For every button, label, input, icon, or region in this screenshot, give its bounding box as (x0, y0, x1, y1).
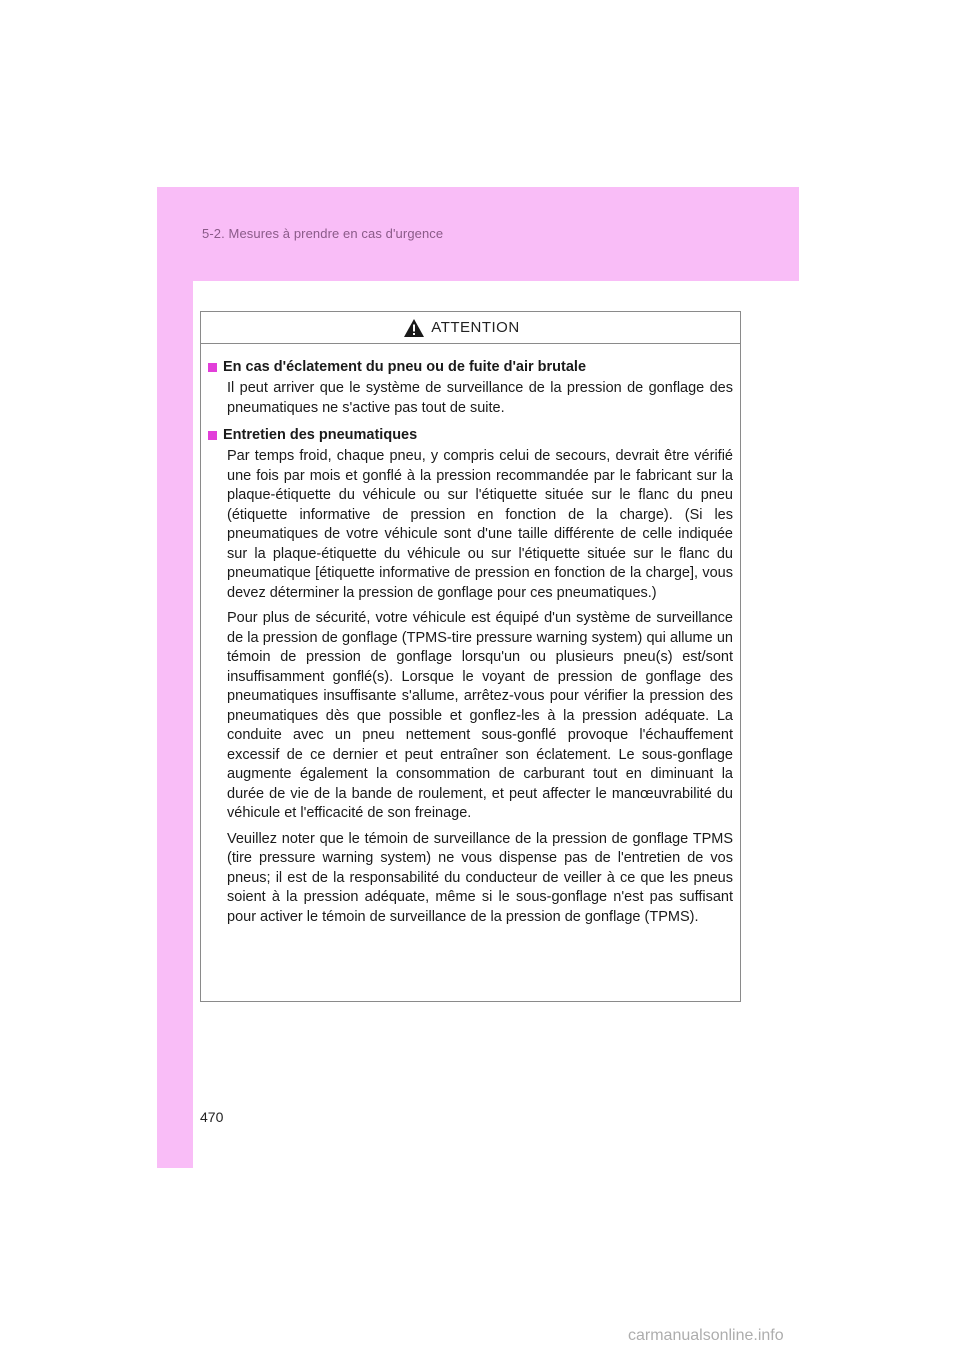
attention-header (201, 312, 740, 344)
attention-box (200, 311, 741, 1002)
watermark-logo: carmanualsonline.info (628, 1327, 784, 1344)
attention-title: ATTENTION (431, 319, 520, 336)
paragraph: Pour plus de sécurité, votre véhicule est équipé d'un système de surveillance de la pression de gonflage (TPMS-tire pressure warning system) qui allume un témoin de pression de gonflage lorsqu'un ou plusieurs pneu(s) est/sont insuffisamment gonflé(s). Lorsque le voyant de pression de gonflage des pneumatiques insuffisante s'allume, arrêtez-vous pour vérifier la pression des pneumatiques dès que possible et gonflez-les à la pression adéquate. La conduite avec un pneu nettement sous-gonflé provoque l'échauffement excessif de ce dernier et peut entraîner son éclatement. Le sous-gonflage augmente également la consommation de carburant tout en diminuant la durée de vie de la bande de roulement, et peut affecter le manœuvrabilité du véhicule et l'efficacité de son freinage. (227, 610, 733, 821)
section-heading-text: Entretien des pneumatiques (223, 427, 418, 443)
section-heading-tire-maintenance (208, 424, 733, 446)
paragraph: Veuillez noter que le témoin de surveillance de la pression de gonflage TPMS (tire pressure warning system) ne vous dispense pas de l'entretien de vos pneus; il est de la responsabilité du conducteur de veiller à ce que les pneus soient à la pression adéquate, même si le sous-gonflage n'est pas suffisant pour activer le témoin de surveillance de la pression de gonflage (TPMS). (227, 830, 733, 925)
section-title: 5-2. Mesures à prendre en cas d'urgence (202, 226, 444, 241)
section-heading-text: En cas d'éclatement du pneu ou de fuite d'air brutale (223, 359, 587, 375)
page-number: 470 (200, 1109, 224, 1125)
side-color-strip (157, 187, 193, 1168)
section-heading-tire-burst (208, 356, 733, 378)
square-bullet-icon (208, 431, 217, 440)
attention-body (201, 344, 740, 927)
paragraph: Par temps froid, chaque pneu, y compris celui de secours, devrait être vérifié une fois par mois et gonflé à la pression recommandée par le fabricant sur la plaque-étiquette du véhicule ou sur l'étiquette située sur le flanc du pneu (étiquette informative de pression en fonction de la charge). (Si les pneumatiques de votre véhicule sont d'une taille différente de celle indiquée sur la plaque-étiquette du véhicule ou sur l'étiquette située sur le flanc du pneumatique [étiquette informative de pression en fonction de la charge], vous devez déterminer la pression de gonflage pour ces pneumatiques.) (227, 448, 733, 601)
warning-triangle-icon (403, 318, 425, 338)
square-bullet-icon (208, 363, 217, 372)
paragraph: Il peut arriver que le système de surveillance de la pression de gonflage des pneumatiques ne s'active pas tout de suite. (227, 380, 733, 416)
